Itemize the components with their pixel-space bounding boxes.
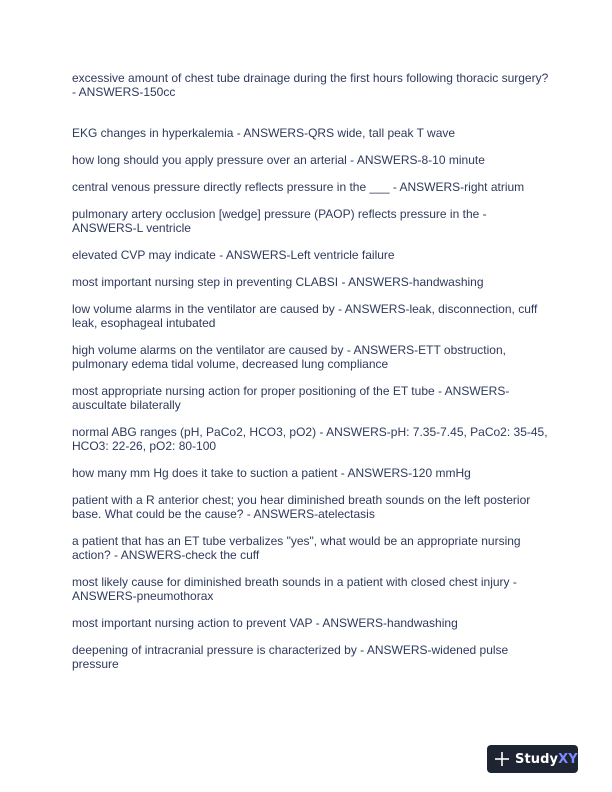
qa-item: low volume alarms in the ventilator are caused by - ANSWERS-leak, disconnection, cuff leak, esophageal intubated	[72, 302, 538, 330]
qa-item: a patient that has an ET tube verbalizes "yes", what would be an appropriate nursing action? - ANSWERS-check the cuff	[72, 534, 521, 562]
qa-item: elevated CVP may indicate - ANSWERS-Left ventricle failure	[72, 248, 395, 262]
qa-item: pulmonary artery occlusion [wedge] pressure (PAOP) reflects pressure in the - ANSWERS-L ventricle	[72, 207, 487, 235]
studyxy-logo[interactable]	[487, 745, 578, 773]
qa-item: how many mm Hg does it take to suction a patient - ANSWERS-120 mmHg	[72, 466, 471, 480]
qa-item: most appropriate nursing action for proper positioning of the ET tube - ANSWERS-auscultate bilaterally	[72, 384, 510, 412]
qa-item: most likely cause for diminished breath sounds in a patient with closed chest injury - ANSWERS-pneumothorax	[72, 575, 517, 603]
logo-brand-accent: XY	[558, 751, 578, 767]
document-body	[72, 71, 552, 684]
qa-item: EKG changes in hyperkalemia - ANSWERS-QRS wide, tall peak T wave	[72, 126, 456, 140]
qa-item: most important nursing step in preventing CLABSI - ANSWERS-handwashing	[72, 275, 484, 289]
qa-item: high volume alarms on the ventilator are caused by - ANSWERS-ETT obstruction, pulmonary edema tidal volume, decreased lung compliance	[72, 343, 506, 371]
qa-item: how long should you apply pressure over an arterial - ANSWERS-8-10 minute	[72, 153, 485, 167]
logo-brand-main: Study	[515, 751, 559, 767]
qa-item: patient with a R anterior chest; you hear diminished breath sounds on the left posterior base. What could be the cause? - ANSWERS-atelectasis	[72, 493, 531, 521]
qa-item: deepening of intracranial pressure is characterized by - ANSWERS-widened pulse pressure	[72, 643, 509, 671]
plus-icon	[495, 752, 509, 766]
qa-item: central venous pressure directly reflects pressure in the ___ - ANSWERS-right atrium	[72, 180, 525, 194]
qa-item: excessive amount of chest tube drainage during the first hours following thoracic surgery? - ANSWERS-150cc	[72, 71, 549, 99]
qa-item: most important nursing action to prevent VAP - ANSWERS-handwashing	[72, 616, 458, 630]
logo-wordmark	[515, 752, 578, 767]
qa-item: normal ABG ranges (pH, PaCo2, HCO3, pO2) - ANSWERS-pH: 7.35-7.45, PaCo2: 35-45, HCO3: 22-26, pO2: 80-100	[72, 425, 548, 453]
